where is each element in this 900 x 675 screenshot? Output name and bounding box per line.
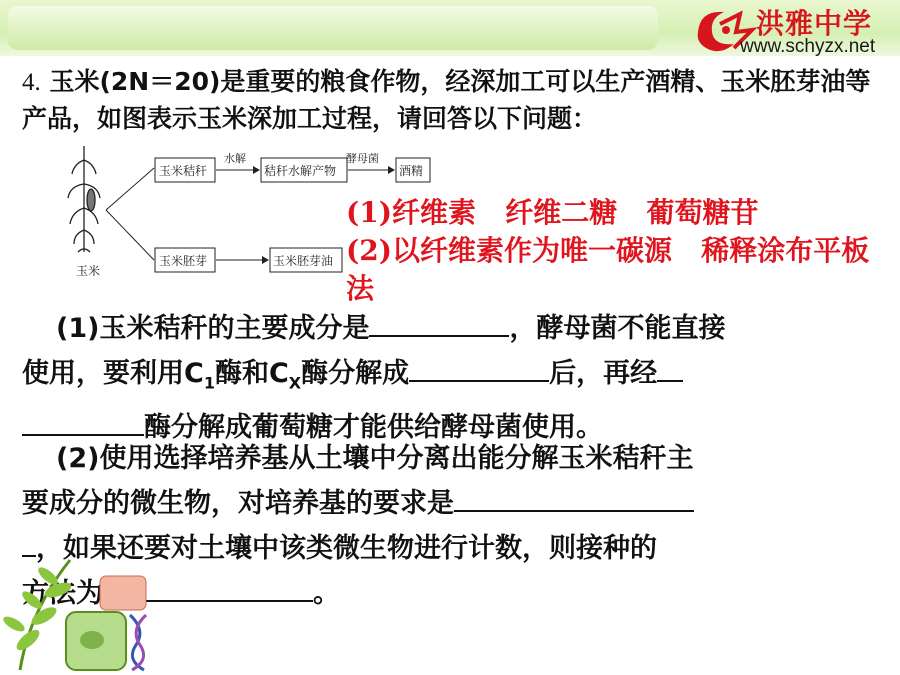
sub2-part-1: (2)使用选择培养基从土壤中分离出能分解玉米秸秆主 — [56, 443, 694, 474]
box-alcohol-label: 酒精 — [399, 164, 424, 178]
blank-2[interactable] — [409, 352, 549, 382]
box-germ-oil-label: 玉米胚芽油 — [273, 254, 334, 268]
answer-2: (2)以纤维素作为唯一碳源 稀释涂布平板法 — [346, 234, 870, 305]
branch-line-top — [106, 168, 154, 210]
school-url[interactable]: www.schyzx.net — [740, 36, 876, 57]
blank-1[interactable] — [369, 307, 509, 337]
sub2-part-2: 要成分的微生物，对培养基的要求是 — [22, 488, 454, 519]
sub1-part-3: 使用，要利用C — [22, 358, 204, 389]
decorative-plant-cell-icon — [0, 520, 200, 675]
sub1-subscript-x: X — [288, 373, 302, 393]
question-stem — [22, 64, 888, 137]
arrow-head-3-icon — [262, 256, 269, 264]
arrow-yeast-label: 酵母菌 — [346, 152, 379, 165]
banner-panel — [8, 6, 658, 50]
sub1-subscript-1: 1 — [203, 373, 215, 393]
sub1-part-4: 酶和C — [214, 358, 289, 389]
sub1-part-7: 酶分解成葡萄糖才能供给酵母菌使用。 — [144, 412, 603, 444]
answer-block — [346, 194, 886, 308]
school-name: 洪雅中学 — [756, 7, 873, 40]
sub1-part-1: (1)玉米秸秆的主要成分是 — [56, 313, 370, 344]
blank-4a[interactable] — [454, 482, 694, 512]
subquestion-1 — [22, 306, 888, 450]
arrow-head-1-icon — [253, 166, 260, 174]
branch-line-bottom — [106, 210, 154, 260]
arrow-hydrolysis-label: 水解 — [224, 152, 246, 165]
arrow-head-2-icon — [388, 166, 395, 174]
sub1-part-5: 酶分解成 — [301, 358, 410, 389]
box-corn-straw-label: 玉米秸秆 — [159, 164, 208, 178]
corn-plant-icon — [68, 146, 100, 252]
plant-label: 玉米 — [76, 264, 101, 278]
box-hydrolysate-label: 秸秆水解产物 — [264, 164, 337, 178]
box-corn-germ-label: 玉米胚芽 — [159, 254, 208, 268]
question-number: 4. — [22, 69, 41, 96]
blank-3a[interactable] — [657, 352, 683, 382]
answer-1: (1)纤维素 纤维二糖 葡萄糖苷 — [346, 196, 759, 229]
sub1-part-2: ，酵母菌不能直接 — [509, 313, 726, 344]
sub2-part-3: ，如果还要对土壤中该类微生物进行计数，则接种的 — [36, 533, 657, 564]
sub2-part-5: 。 — [313, 578, 340, 609]
blank-3b[interactable] — [22, 406, 144, 436]
school-logo — [690, 2, 900, 60]
sub1-part-6: 后，再经 — [549, 358, 658, 389]
question-text: 玉米(2N＝20)是重要的粮食作物，经深加工可以生产酒精、玉米胚芽油等产品，如图表示玉米深加工过程，请回答以下问题： — [22, 67, 871, 133]
